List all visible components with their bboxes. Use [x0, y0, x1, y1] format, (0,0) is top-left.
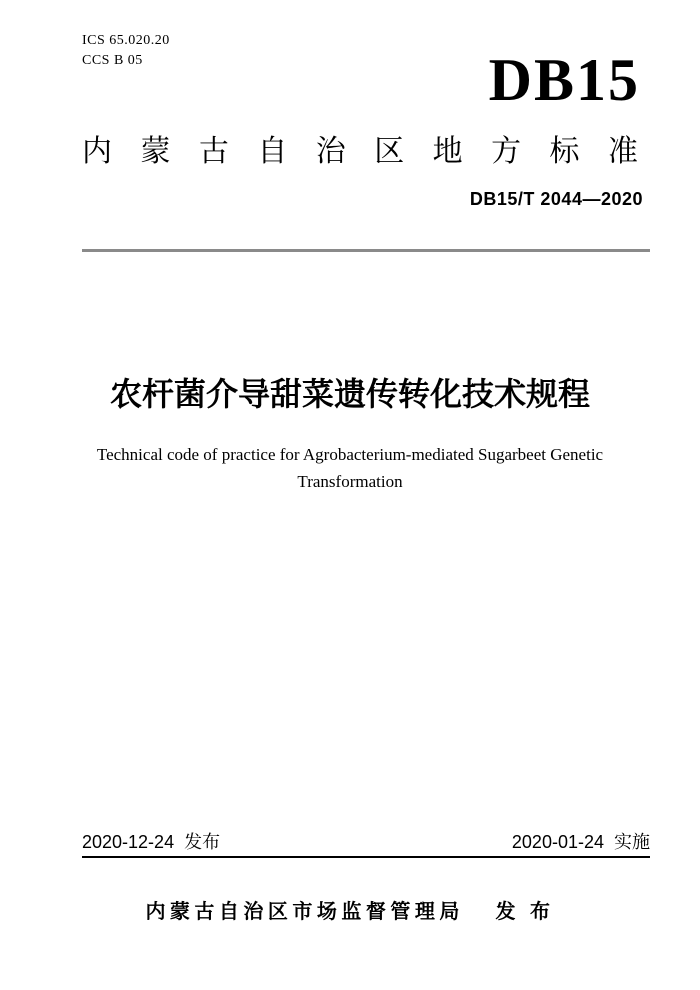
publisher-row — [0, 900, 700, 924]
standard-category-banner: 内蒙古自治区地方标准 — [82, 135, 638, 168]
header-rule — [82, 249, 650, 252]
document-title-en-line1: Technical code of practice for Agrobacterium-mediated Sugarbeet Genetic — [96, 445, 604, 464]
issue-date-item — [82, 832, 220, 853]
implementation-date-label: 实施 — [614, 832, 650, 852]
document-title-zh: 农杆菌介导甜菜遗传转化技术规程 — [109, 376, 590, 412]
ccs-code: CCS B 05 — [82, 53, 143, 68]
ics-code: ICS 65.020.20 — [82, 33, 170, 48]
document-title-en — [0, 441, 700, 495]
dates-row — [82, 832, 650, 858]
document-title-en-line2: Transformation — [297, 472, 403, 491]
db15-logo: DB15 — [488, 47, 640, 113]
implementation-date: 2020-01-24 — [511, 832, 604, 852]
standard-number: DB15/T 2044—2020 — [469, 189, 643, 209]
publisher-organization: 内蒙古自治区市场监督管理局 — [145, 901, 464, 923]
implementation-date-item — [512, 832, 650, 853]
publish-label: 发 布 — [495, 901, 555, 923]
classification-codes — [82, 31, 170, 71]
issue-date-label: 发布 — [184, 832, 221, 852]
issue-date: 2020-12-24 — [82, 832, 175, 852]
